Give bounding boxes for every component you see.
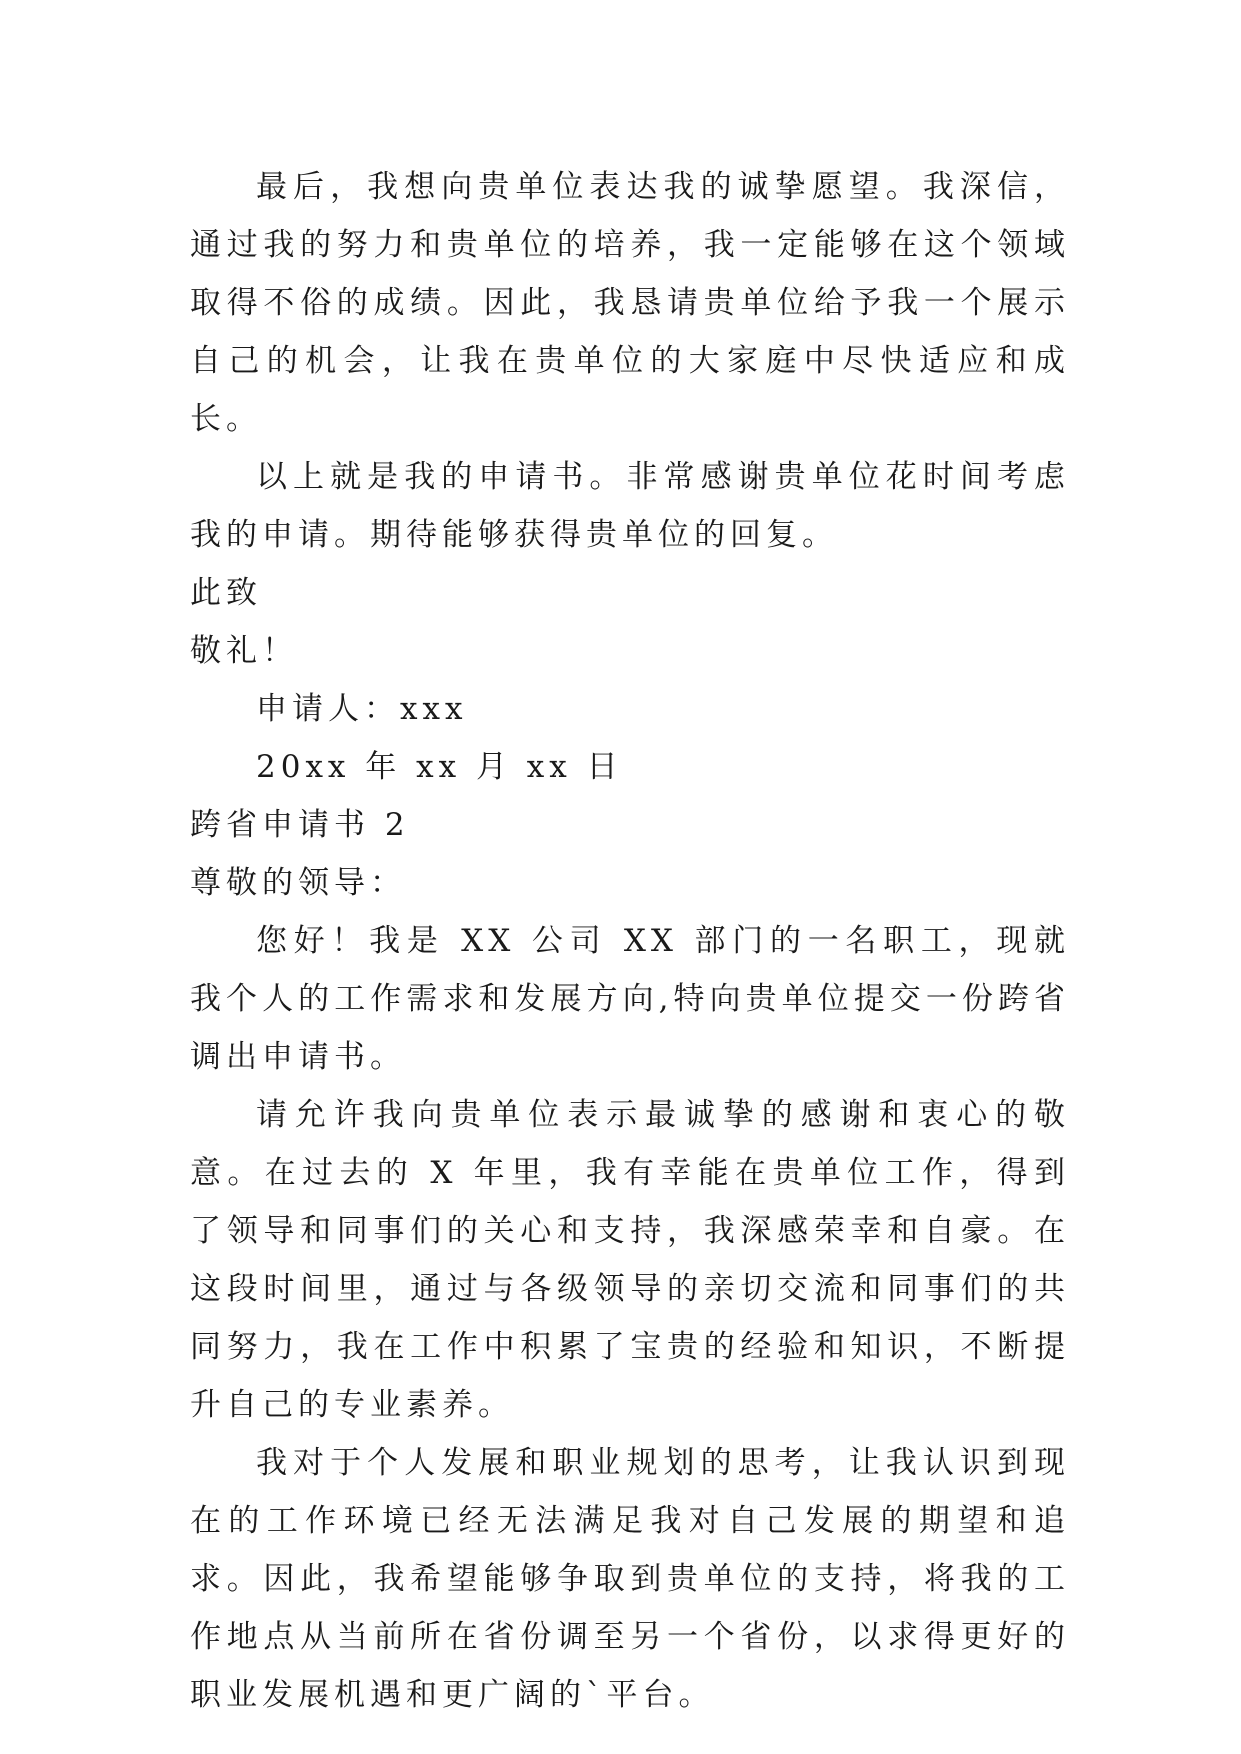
paragraph-reason: 我对于个人发展和职业规划的思考，让我认识到现在的工作环境已经无法满足我对自己发展的期望和追求。因此，我希望能够争取到贵单位的支持，将我的工作地点从当前所在省份调至另一个省份，以求得更好的职业发展机遇和更广阔的`平台。 (190, 1445, 1070, 1713)
applicant-line: 申请人：xxx (256, 691, 468, 727)
greeting-line: 尊敬的领导： (190, 865, 406, 901)
date-line: 20xx 年 xx 月 xx 日 (256, 749, 623, 785)
paragraph-closing-wish: 最后，我想向贵单位表达我的诚挚愿望。我深信，通过我的努力和贵单位的培养，我一定能够在这个领域取得不俗的成绩。因此，我恳请贵单位给予我一个展示自己的机会，让我在贵单位的大家庭中尽快适应和成长。 (190, 169, 1070, 437)
document-body (190, 158, 1070, 1724)
paragraph-gratitude: 请允许我向贵单位表示最诚挚的感谢和衷心的敬意。在过去的 X 年里，我有幸能在贵单位工作，得到了领导和同事们的关心和支持，我深感荣幸和自豪。在这段时间里，通过与各级领导的亲切交流和同事们的共同努力，我在工作中积累了宝贵的经验和知识，不断提升自己的专业素养。 (190, 1097, 1070, 1423)
salutation-line-2: 敬礼！ (190, 633, 298, 669)
paragraph-thanks: 以上就是我的申请书。非常感谢贵单位花时间考虑我的申请。期待能够获得贵单位的回复。 (190, 459, 1070, 553)
paragraph-intro: 您好！我是 XX 公司 XX 部门的一名职工，现就我个人的工作需求和发展方向,特向贵单位提交一份跨省调出申请书。 (190, 923, 1070, 1075)
section-title: 跨省申请书 2 (190, 807, 410, 843)
salutation-line-1: 此致 (190, 575, 262, 611)
